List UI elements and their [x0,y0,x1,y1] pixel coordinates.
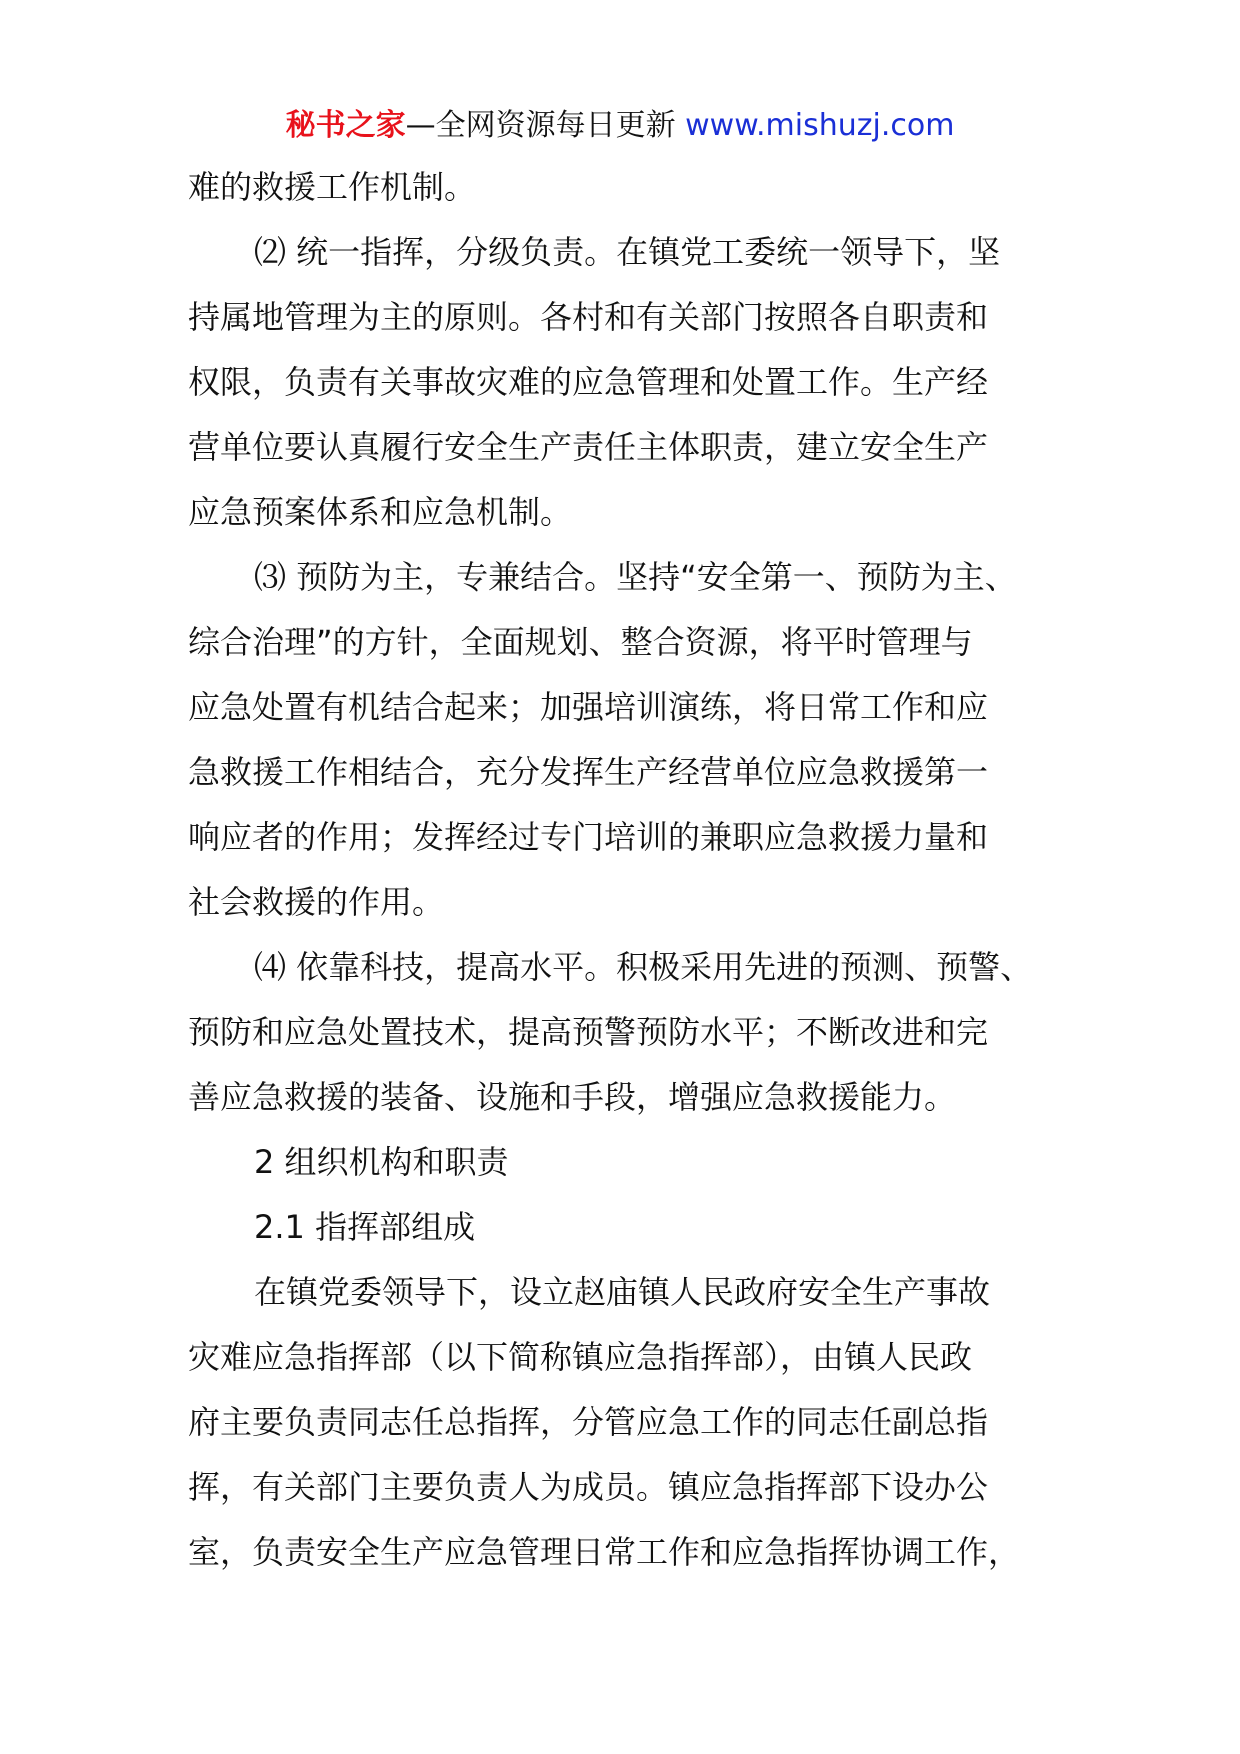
document-body [188,165,1068,1595]
text-line: 应急预案体系和应急机制。 [188,493,573,531]
text-line: 持属地管理为主的原则。各村和有关部门按照各自职责和 [188,298,989,336]
text-line: 在镇党委领导下，设立赵庙镇人民政府安全生产事故 [254,1273,991,1311]
text-line: 权限，负责有关事故灾难的应急管理和处置工作。生产经 [188,363,989,401]
text-line: 府主要负责同志任总指挥，分管应急工作的同志任副总指 [188,1403,989,1441]
text-line: 急救援工作相结合，充分发挥生产经营单位应急救援第一 [188,753,989,791]
site-brand: 秘书之家 [285,108,406,143]
site-url-link[interactable]: www.mishuzj.com [685,108,955,143]
text-line: 善应急救援的装备、设施和手段，增强应急救援能力。 [188,1078,957,1116]
subsection-heading: 2.1 指挥部组成 [254,1208,476,1246]
site-tagline: —全网资源每日更新 [405,108,676,143]
text-line: 预防和应急处置技术，提高预警预防水平；不断改进和完 [188,1013,989,1051]
text-line: ⑶ 预防为主，专兼结合。坚持“安全第一、预防为主、 [254,558,1017,596]
text-line: 综合治理”的方针，全面规划、整合资源，将平时管理与 [188,623,973,661]
text-line: 应急处置有机结合起来；加强培训演练，将日常工作和应 [188,688,989,726]
text-line: 响应者的作用；发挥经过专门培训的兼职应急救援力量和 [188,818,989,856]
text-line: ⑵ 统一指挥，分级负责。在镇党工委统一领导下，坚 [254,233,1001,271]
section-heading: 2 组织机构和职责 [254,1143,509,1181]
text-line: 营单位要认真履行安全生产责任主体职责，建立安全生产 [188,428,989,466]
text-line: 室，负责安全生产应急管理日常工作和应急指挥协调工作， [188,1533,1021,1571]
text-line: 社会救援的作用。 [188,883,445,921]
text-line: ⑷ 依靠科技，提高水平。积极采用先进的预测、预警、 [254,948,1033,986]
text-line: 灾难应急指挥部（以下简称镇应急指挥部），由镇人民政 [188,1338,973,1376]
site-header [0,104,1240,148]
text-line: 挥，有关部门主要负责人为成员。镇应急指挥部下设办公 [188,1468,989,1506]
text-line: 难的救援工作机制。 [188,168,477,206]
